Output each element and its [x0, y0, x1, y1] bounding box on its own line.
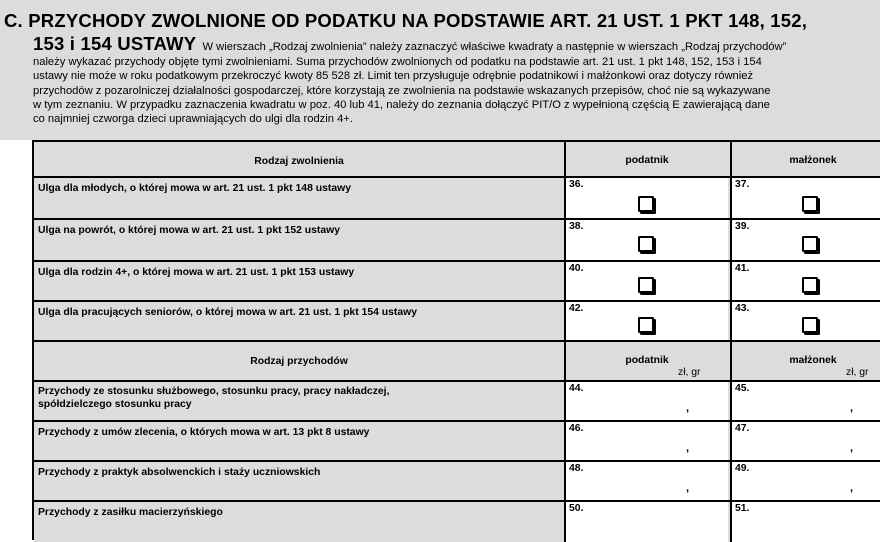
checkbox-37[interactable] — [802, 196, 818, 212]
decimal-comma: , — [686, 482, 690, 494]
income-header: Rodzaj przychodów — [250, 356, 348, 367]
position-number: 49. — [735, 463, 750, 474]
section-title-continued — [33, 33, 787, 54]
checkbox-36[interactable] — [638, 196, 654, 212]
spouse-header-cell — [730, 142, 880, 176]
field-39 — [730, 220, 880, 260]
field-48[interactable] — [566, 462, 728, 500]
position-number: 48. — [569, 463, 584, 474]
decimal-comma: , — [686, 442, 690, 454]
spouse-column-title: małżonek — [789, 155, 837, 166]
decimal-comma: , — [850, 482, 854, 494]
field-45[interactable] — [730, 382, 880, 420]
field-37 — [730, 178, 880, 218]
field-41 — [730, 262, 880, 300]
exemption-label: Ulga dla pracujących seniorów, o której mowa w art. 21 ust. 1 pkt 154 ustawy — [38, 307, 417, 318]
instructions-line: przychodów z pozarolniczej działalności gospodarczej, które korzystają ze zwolnienia na podstawie wskazanych przepisów, choć nie są wykazywane — [33, 84, 771, 97]
income-label: Przychody ze stosunku służbowego, stosunku pracy, pracy nakładczej, spółdzielczego stosunku pracy — [38, 386, 390, 410]
section-title: C. PRZYCHODY ZWOLNIONE OD PODATKU NA PODSTAWIE ART. 21 UST. 1 PKT 148, 152, — [4, 10, 808, 31]
field-50[interactable] — [566, 502, 728, 542]
checkbox-39[interactable] — [802, 236, 818, 252]
checkbox-40[interactable] — [638, 277, 654, 293]
position-number: 43. — [735, 303, 750, 314]
instructions-line: ustawy nie może w roku podatkowym przekroczyć kwoty 85 528 zł. Limit ten przysługuje odrębnie podatnikowi i małżonkowi oraz dotyczy również — [33, 70, 754, 83]
instructions — [33, 55, 880, 126]
income-row — [34, 502, 880, 542]
exemption-label: Ulga dla młodych, o której mowa w art. 21 ust. 1 pkt 148 ustawy — [38, 183, 351, 194]
checkbox-43[interactable] — [802, 317, 818, 333]
position-number: 38. — [569, 221, 584, 232]
decimal-comma: , — [686, 402, 690, 414]
field-47[interactable] — [730, 422, 880, 460]
exemptions-header-cell — [34, 142, 566, 176]
income-label-cell — [34, 382, 566, 420]
field-38 — [566, 220, 728, 260]
field-44[interactable] — [566, 382, 728, 420]
taxpayer-column-title: podatnik — [625, 355, 669, 366]
instructions-line: co najmniej czworga dzieci uprawniających do ulgi dla rodzin 4+. — [33, 113, 353, 126]
field-40 — [566, 262, 728, 300]
position-number: 42. — [569, 303, 584, 314]
field-42 — [566, 302, 728, 340]
position-number: 36. — [569, 179, 584, 190]
position-number: 45. — [735, 383, 750, 394]
currency-units: zł, gr — [678, 367, 701, 378]
income-row — [34, 382, 880, 422]
section-title-end: 153 i 154 USTAWY — [33, 33, 197, 54]
position-number: 51. — [735, 503, 750, 514]
taxpayer-column-title: podatnik — [625, 155, 669, 166]
spouse-header-cell — [730, 342, 880, 380]
taxpayer-header-cell — [566, 342, 728, 380]
position-number: 40. — [569, 263, 584, 274]
field-36 — [566, 178, 728, 218]
income-label: Przychody z umów zlecenia, o których mowa w art. 13 pkt 8 ustawy — [38, 427, 370, 438]
field-51[interactable] — [730, 502, 880, 542]
income-label-cell — [34, 422, 566, 460]
income-label: Przychody z zasiłku macierzyńskiego — [38, 507, 223, 518]
exemptions-header-row — [34, 142, 880, 178]
position-number: 41. — [735, 263, 750, 274]
checkbox-41[interactable] — [802, 277, 818, 293]
income-label-cell — [34, 502, 566, 542]
position-number: 39. — [735, 221, 750, 232]
spouse-column-title: małżonek — [789, 355, 837, 366]
income-label-cell — [34, 462, 566, 500]
exemption-row — [34, 178, 880, 220]
position-number: 50. — [569, 503, 584, 514]
field-46[interactable] — [566, 422, 728, 460]
income-header-row — [34, 342, 880, 382]
section-header — [0, 0, 880, 140]
exemption-label-cell — [34, 178, 566, 218]
field-43 — [730, 302, 880, 340]
checkbox-38[interactable] — [638, 236, 654, 252]
decimal-comma: , — [850, 442, 854, 454]
currency-units: zł, gr — [846, 367, 869, 378]
exemption-label-cell — [34, 302, 566, 340]
instructions-line: w tym zeznaniu. W przypadku zaznaczenia kwadratu w poz. 40 lub 41, należy do zeznania dołączyć PIT/O z wypełnioną częścią E zawierającą dane — [33, 98, 770, 111]
income-row — [34, 462, 880, 502]
field-49[interactable] — [730, 462, 880, 500]
exemption-row — [34, 220, 880, 262]
decimal-comma: , — [850, 402, 854, 414]
exemption-label: Ulga dla rodzin 4+, o której mowa w art. 21 ust. 1 pkt 153 ustawy — [38, 267, 355, 278]
exemption-label-cell — [34, 220, 566, 260]
exemptions-header: Rodzaj zwolnienia — [254, 156, 344, 167]
exemption-label: Ulga na powrót, o której mowa w art. 21 ust. 1 pkt 152 ustawy — [38, 225, 340, 236]
exemption-label-cell — [34, 262, 566, 300]
exemption-row — [34, 302, 880, 342]
income-header-cell — [34, 342, 566, 380]
position-number: 44. — [569, 383, 584, 394]
instructions-line: należy wykazać przychody objęte tymi zwolnieniami. Suma przychodów zwolnionych od podatku na podstawie art. 21 ust. 1 pkt 148, 152, 153 i 154 — [33, 56, 762, 68]
taxpayer-header-cell — [566, 142, 728, 176]
position-number: 46. — [569, 423, 584, 434]
instructions-first-line: W wierszach „Rodzaj zwolnienia” należy zaznaczyć właściwe kwadraty a następnie w wierszach „Rodzaj przychodów” — [202, 41, 787, 53]
position-number: 47. — [735, 423, 750, 434]
checkbox-42[interactable] — [638, 317, 654, 333]
exemptions-table — [32, 140, 880, 540]
income-row — [34, 422, 880, 462]
position-number: 37. — [735, 179, 750, 190]
income-label: Przychody z praktyk absolwenckich i staży uczniowskich — [38, 467, 321, 478]
exemption-row — [34, 262, 880, 302]
